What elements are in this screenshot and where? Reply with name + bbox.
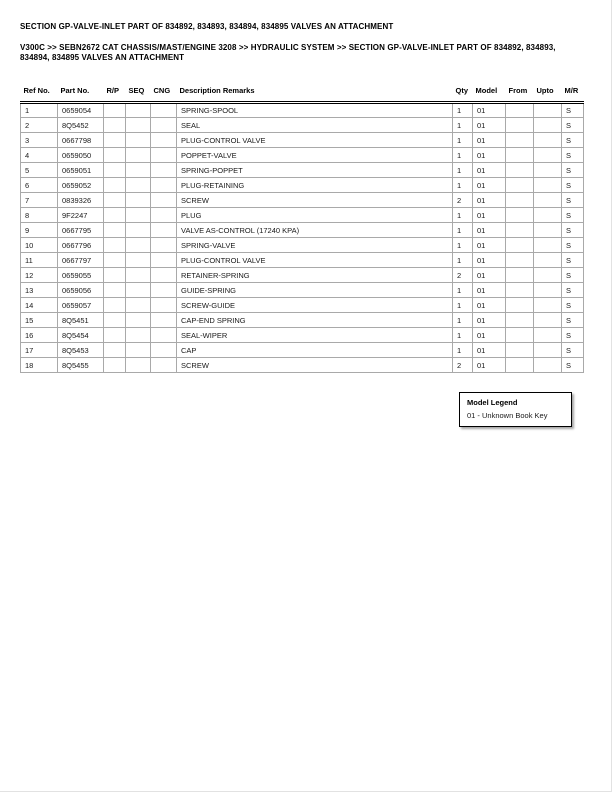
cell-qty: 2 <box>453 358 473 373</box>
cell-from <box>506 163 534 178</box>
cell-model: 01 <box>473 238 506 253</box>
cell-mr: S <box>562 193 584 208</box>
table-row <box>21 223 584 238</box>
cell-from <box>506 313 534 328</box>
table-row <box>21 178 584 193</box>
cell-description: SCREW <box>177 358 453 373</box>
cell-upto <box>534 343 562 358</box>
table-row <box>21 313 584 328</box>
table-row <box>21 163 584 178</box>
cell-seq <box>126 313 151 328</box>
cell-ref-no: 1 <box>21 103 58 118</box>
cell-rp <box>104 208 126 223</box>
cell-cng <box>151 163 177 178</box>
cell-upto <box>534 208 562 223</box>
cell-ref-no: 3 <box>21 133 58 148</box>
cell-mr: S <box>562 163 584 178</box>
cell-from <box>506 328 534 343</box>
cell-seq <box>126 268 151 283</box>
cell-ref-no: 15 <box>21 313 58 328</box>
cell-part-no: 0659051 <box>58 163 104 178</box>
cell-ref-no: 9 <box>21 223 58 238</box>
cell-qty: 2 <box>453 268 473 283</box>
cell-cng <box>151 208 177 223</box>
cell-qty: 1 <box>453 298 473 313</box>
cell-description: PLUG-CONTROL VALVE <box>177 253 453 268</box>
cell-upto <box>534 163 562 178</box>
cell-mr: S <box>562 298 584 313</box>
cell-part-no: 0667798 <box>58 133 104 148</box>
header-block <box>20 22 586 63</box>
table-row <box>21 103 584 118</box>
cell-part-no: 8Q5451 <box>58 313 104 328</box>
table-row <box>21 238 584 253</box>
cell-part-no: 0659055 <box>58 268 104 283</box>
cell-from <box>506 208 534 223</box>
cell-upto <box>534 148 562 163</box>
cell-qty: 1 <box>453 178 473 193</box>
cell-from <box>506 148 534 163</box>
cell-ref-no: 7 <box>21 193 58 208</box>
cell-description: VALVE AS-CONTROL (17240 KPA) <box>177 223 453 238</box>
cell-from <box>506 103 534 118</box>
cell-rp <box>104 268 126 283</box>
cell-upto <box>534 328 562 343</box>
cell-seq <box>126 193 151 208</box>
cell-qty: 1 <box>453 163 473 178</box>
cell-rp <box>104 118 126 133</box>
cell-mr: S <box>562 283 584 298</box>
table-row <box>21 268 584 283</box>
cell-cng <box>151 328 177 343</box>
model-legend-entry: 01 - Unknown Book Key <box>467 411 548 420</box>
table-row <box>21 298 584 313</box>
cell-cng <box>151 148 177 163</box>
table-row <box>21 118 584 133</box>
cell-mr: S <box>562 238 584 253</box>
cell-seq <box>126 103 151 118</box>
cell-cng <box>151 133 177 148</box>
cell-description: SPRING-SPOOL <box>177 103 453 118</box>
cell-mr: S <box>562 268 584 283</box>
cell-part-no: 0659054 <box>58 103 104 118</box>
cell-rp <box>104 343 126 358</box>
cell-ref-no: 6 <box>21 178 58 193</box>
cell-upto <box>534 133 562 148</box>
cell-model: 01 <box>473 268 506 283</box>
parts-table <box>20 84 584 373</box>
cell-cng <box>151 298 177 313</box>
cell-qty: 1 <box>453 103 473 118</box>
cell-qty: 1 <box>453 208 473 223</box>
column-header-qty: Qty <box>453 84 473 103</box>
cell-qty: 1 <box>453 133 473 148</box>
cell-rp <box>104 178 126 193</box>
cell-model: 01 <box>473 178 506 193</box>
cell-mr: S <box>562 133 584 148</box>
cell-model: 01 <box>473 118 506 133</box>
cell-upto <box>534 223 562 238</box>
cell-description: RETAINER-SPRING <box>177 268 453 283</box>
cell-qty: 1 <box>453 118 473 133</box>
cell-description: SPRING-POPPET <box>177 163 453 178</box>
cell-cng <box>151 118 177 133</box>
cell-seq <box>126 118 151 133</box>
cell-mr: S <box>562 253 584 268</box>
cell-seq <box>126 163 151 178</box>
cell-seq <box>126 148 151 163</box>
cell-upto <box>534 178 562 193</box>
cell-from <box>506 193 534 208</box>
cell-model: 01 <box>473 193 506 208</box>
cell-from <box>506 178 534 193</box>
table-row <box>21 208 584 223</box>
cell-part-no: 0667796 <box>58 238 104 253</box>
model-legend-title: Model Legend <box>467 398 518 407</box>
cell-qty: 1 <box>453 253 473 268</box>
cell-description: SPRING-VALVE <box>177 238 453 253</box>
cell-part-no: 8Q5454 <box>58 328 104 343</box>
cell-from <box>506 223 534 238</box>
cell-part-no: 8Q5452 <box>58 118 104 133</box>
cell-cng <box>151 343 177 358</box>
cell-ref-no: 18 <box>21 358 58 373</box>
model-legend <box>459 392 572 427</box>
cell-part-no: 8Q5453 <box>58 343 104 358</box>
cell-cng <box>151 223 177 238</box>
cell-description: GUIDE-SPRING <box>177 283 453 298</box>
cell-rp <box>104 283 126 298</box>
cell-seq <box>126 133 151 148</box>
cell-model: 01 <box>473 133 506 148</box>
cell-seq <box>126 238 151 253</box>
cell-mr: S <box>562 178 584 193</box>
cell-cng <box>151 268 177 283</box>
cell-rp <box>104 193 126 208</box>
cell-upto <box>534 253 562 268</box>
cell-seq <box>126 283 151 298</box>
cell-upto <box>534 313 562 328</box>
cell-from <box>506 268 534 283</box>
cell-upto <box>534 193 562 208</box>
cell-model: 01 <box>473 298 506 313</box>
cell-qty: 1 <box>453 313 473 328</box>
cell-part-no: 0659052 <box>58 178 104 193</box>
cell-rp <box>104 133 126 148</box>
cell-from <box>506 118 534 133</box>
cell-qty: 1 <box>453 343 473 358</box>
table-row <box>21 148 584 163</box>
cell-mr: S <box>562 208 584 223</box>
cell-rp <box>104 163 126 178</box>
cell-upto <box>534 238 562 253</box>
cell-rp <box>104 253 126 268</box>
cell-model: 01 <box>473 283 506 298</box>
cell-mr: S <box>562 223 584 238</box>
cell-from <box>506 298 534 313</box>
column-header-from: From <box>506 84 534 103</box>
column-header-ref-no: Ref No. <box>21 84 58 103</box>
cell-cng <box>151 283 177 298</box>
table-row <box>21 358 584 373</box>
cell-upto <box>534 298 562 313</box>
cell-qty: 1 <box>453 283 473 298</box>
cell-model: 01 <box>473 208 506 223</box>
header-row <box>21 84 584 103</box>
cell-upto <box>534 358 562 373</box>
cell-qty: 2 <box>453 193 473 208</box>
table-row <box>21 133 584 148</box>
cell-mr: S <box>562 103 584 118</box>
cell-cng <box>151 193 177 208</box>
cell-model: 01 <box>473 148 506 163</box>
cell-rp <box>104 358 126 373</box>
cell-from <box>506 343 534 358</box>
cell-rp <box>104 148 126 163</box>
cell-description: CAP <box>177 343 453 358</box>
cell-ref-no: 2 <box>21 118 58 133</box>
cell-ref-no: 5 <box>21 163 58 178</box>
cell-description: SEAL <box>177 118 453 133</box>
cell-from <box>506 253 534 268</box>
cell-mr: S <box>562 148 584 163</box>
column-header-upto: Upto <box>534 84 562 103</box>
cell-seq <box>126 358 151 373</box>
cell-description: CAP-END SPRING <box>177 313 453 328</box>
cell-model: 01 <box>473 313 506 328</box>
cell-model: 01 <box>473 358 506 373</box>
cell-part-no: 9F2247 <box>58 208 104 223</box>
cell-ref-no: 4 <box>21 148 58 163</box>
cell-mr: S <box>562 328 584 343</box>
table-row <box>21 283 584 298</box>
cell-seq <box>126 298 151 313</box>
cell-from <box>506 238 534 253</box>
cell-mr: S <box>562 343 584 358</box>
cell-part-no: 0659050 <box>58 148 104 163</box>
cell-from <box>506 358 534 373</box>
cell-description: PLUG <box>177 208 453 223</box>
cell-cng <box>151 103 177 118</box>
cell-rp <box>104 328 126 343</box>
cell-description: POPPET-VALVE <box>177 148 453 163</box>
cell-model: 01 <box>473 103 506 118</box>
cell-ref-no: 14 <box>21 298 58 313</box>
cell-description: SEAL-WIPER <box>177 328 453 343</box>
table-row <box>21 253 584 268</box>
cell-ref-no: 17 <box>21 343 58 358</box>
column-header-part-no: Part No. <box>58 84 104 103</box>
cell-rp <box>104 223 126 238</box>
cell-part-no: 0839326 <box>58 193 104 208</box>
cell-ref-no: 12 <box>21 268 58 283</box>
parts-table-head <box>21 84 584 103</box>
cell-from <box>506 133 534 148</box>
cell-seq <box>126 328 151 343</box>
cell-model: 01 <box>473 253 506 268</box>
cell-qty: 1 <box>453 328 473 343</box>
cell-mr: S <box>562 358 584 373</box>
cell-qty: 1 <box>453 148 473 163</box>
cell-part-no: 8Q5455 <box>58 358 104 373</box>
cell-ref-no: 8 <box>21 208 58 223</box>
cell-qty: 1 <box>453 223 473 238</box>
cell-from <box>506 283 534 298</box>
column-header-model: Model <box>473 84 506 103</box>
cell-seq <box>126 178 151 193</box>
cell-description: SCREW-GUIDE <box>177 298 453 313</box>
column-header-mr: M/R <box>562 84 584 103</box>
cell-ref-no: 11 <box>21 253 58 268</box>
cell-model: 01 <box>473 223 506 238</box>
cell-ref-no: 16 <box>21 328 58 343</box>
cell-upto <box>534 118 562 133</box>
cell-model: 01 <box>473 163 506 178</box>
cell-cng <box>151 238 177 253</box>
cell-cng <box>151 253 177 268</box>
column-header-seq: SEQ <box>126 84 151 103</box>
column-header-description: Description Remarks <box>177 84 453 103</box>
page-title: SECTION GP-VALVE-INLET PART OF 834892, 834893, 834894, 834895 VALVES AN ATTACHMENT <box>20 22 394 31</box>
cell-ref-no: 10 <box>21 238 58 253</box>
cell-seq <box>126 253 151 268</box>
cell-cng <box>151 178 177 193</box>
column-header-rp: R/P <box>104 84 126 103</box>
cell-cng <box>151 358 177 373</box>
cell-part-no: 0659057 <box>58 298 104 313</box>
cell-ref-no: 13 <box>21 283 58 298</box>
cell-seq <box>126 223 151 238</box>
cell-part-no: 0659056 <box>58 283 104 298</box>
cell-rp <box>104 103 126 118</box>
breadcrumb: V300C >> SEBN2672 CAT CHASSIS/MAST/ENGINE 3208 >> HYDRAULIC SYSTEM >> SECTION GP-VALVE-INLET PART OF 834892, 834893, 834894, 834895 VALVES AN ATTACHMENT <box>20 43 556 62</box>
cell-mr: S <box>562 313 584 328</box>
cell-model: 01 <box>473 328 506 343</box>
cell-qty: 1 <box>453 238 473 253</box>
cell-model: 01 <box>473 343 506 358</box>
cell-rp <box>104 238 126 253</box>
parts-table-body <box>21 103 584 373</box>
cell-upto <box>534 103 562 118</box>
table-row <box>21 328 584 343</box>
cell-part-no: 0667797 <box>58 253 104 268</box>
cell-seq <box>126 208 151 223</box>
cell-mr: S <box>562 118 584 133</box>
cell-description: SCREW <box>177 193 453 208</box>
cell-upto <box>534 283 562 298</box>
cell-description: PLUG-RETAINING <box>177 178 453 193</box>
cell-cng <box>151 313 177 328</box>
table-row <box>21 193 584 208</box>
table-row <box>21 343 584 358</box>
cell-seq <box>126 343 151 358</box>
cell-description: PLUG-CONTROL VALVE <box>177 133 453 148</box>
column-header-cng: CNG <box>151 84 177 103</box>
cell-rp <box>104 298 126 313</box>
cell-rp <box>104 313 126 328</box>
cell-part-no: 0667795 <box>58 223 104 238</box>
cell-upto <box>534 268 562 283</box>
